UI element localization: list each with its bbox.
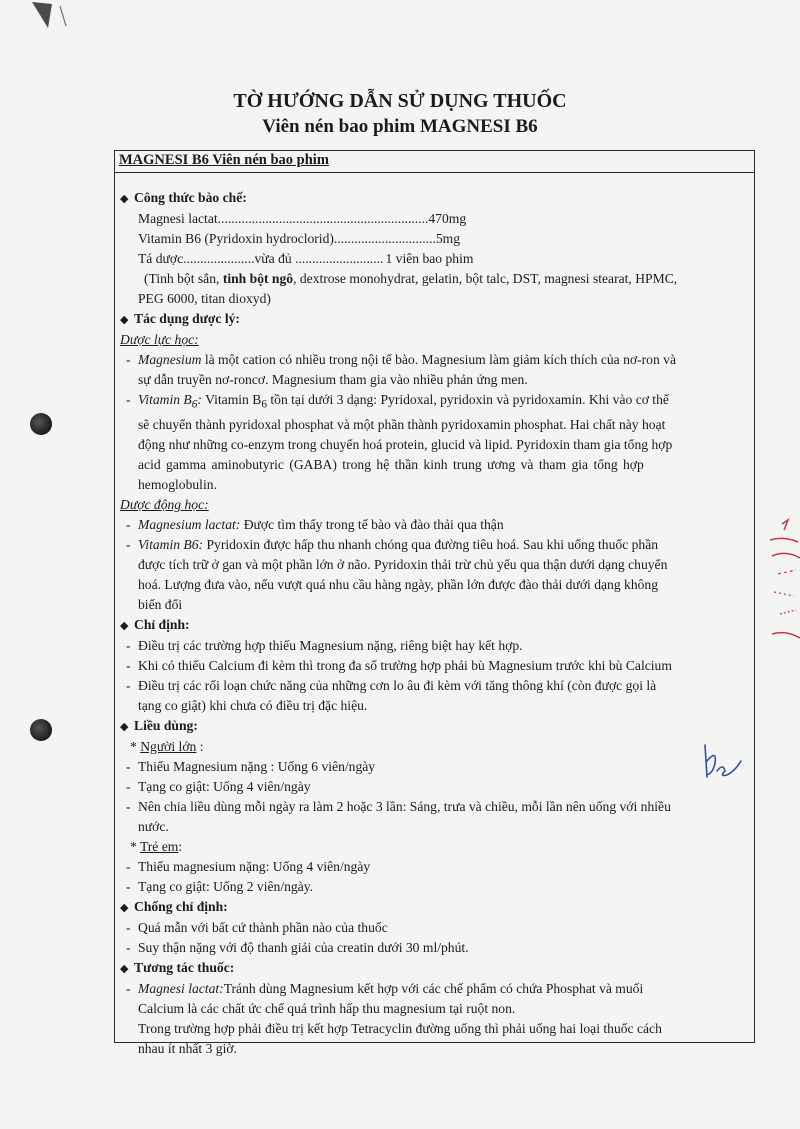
list-item: - Điều trị các trường hợp thiếu Magnesium nặng, riêng biệt hay kết hợp. (120, 636, 750, 656)
list-item: - Thiếu magnesium nặng: Uống 4 viên/ngày (120, 857, 750, 877)
list-item: - Quá mẫn với bất cứ thành phần nào của thuốc (120, 918, 750, 938)
pharmacodynamics-label: Dược lực học: (120, 332, 199, 347)
list-item: - Suy thận nặng với độ thanh giải của creatin dưới 30 ml/phút. (120, 938, 750, 958)
list-item: - Tạng co giật: Uống 2 viên/ngày. (120, 877, 750, 897)
formula-row: Magnesi lactat .............................................................. 470mg (138, 211, 467, 226)
excipients-text-cont: PEG 6000, titan dioxyd) (138, 291, 271, 306)
handwritten-initials-signature (697, 741, 743, 783)
list-item-cont: acid gamma aminobutyric (GABA) trong hệ thần kinh trung ương và tham gia tổng hợp (138, 456, 644, 472)
bullet-diamond-icon: ◆ (120, 962, 129, 975)
formula-row: Vitamin B6 (Pyridoxin hydroclorid) .............................. 5mg (138, 231, 461, 246)
list-item: - Magnesium lactat: Được tìm thấy trong tế bào và đào thải qua thận (120, 515, 750, 535)
list-item-cont: biến đổi (138, 596, 183, 612)
box-title: MAGNESI B6 Viên nén bao phim (119, 152, 329, 168)
document-title: TỜ HƯỚNG DẪN SỬ DỤNG THUỐC (233, 90, 567, 112)
section-pharmacology-heading: ◆ Tác dụng dược lý: (120, 309, 750, 330)
child-label: * Trẻ em: (130, 838, 183, 854)
bullet-diamond-icon: ◆ (120, 901, 129, 914)
bullet-diamond-icon: ◆ (120, 193, 129, 205)
list-item-cont: sẽ chuyển thành pyridoxal phosphat và một phần thành pyridoxamin phosphat. Hai chất này hoạt (138, 416, 666, 432)
list-item: - Nên chia liều dùng mỗi ngày ra làm 2 hoặc 3 lần: Sáng, trưa và chiều, mỗi lần nên uống với nhiều (120, 797, 750, 817)
list-item-cont: nước. (138, 818, 169, 834)
excipients-text: (Tinh bột sắn, tinh bột ngô, dextrose monohydrat, gelatin, bột talc, DST, magnesi stearat, HPMC, (144, 271, 678, 286)
bullet-diamond-icon: ◆ (120, 720, 129, 733)
document-header (0, 88, 800, 139)
list-item-cont: hoá. Lượng đưa vào, nếu vượt quá nhu cầu hàng ngày, phần lớn được đào thải dưới dạng không (138, 576, 659, 592)
section-interactions-heading: ◆ Tương tác thuốc: (120, 958, 750, 979)
section-formula-heading: ◆ Công thức bào chế: (120, 188, 750, 209)
list-item: - Vitamin $B_6$: Vitamin $B_6$ tồn tại dưới 3 dạng: Pyridoxal, pyridoxin và pyridoxamin. Khi vào cơ thể (120, 390, 750, 415)
list-item-cont: sự dẫn truyền nơ-roncơ. Magnesium tham gia vào nhiều phản ứng men. (138, 372, 528, 387)
punch-hole-top (30, 413, 52, 435)
list-item-cont: Calcium là các chất ức chế quá trình hấp thu magnesium tại ruột non. (138, 1000, 516, 1016)
scan-corner-mark (30, 0, 80, 40)
list-item-cont: tạng co giật) khi chưa có điều trị đặc hiệu. (138, 697, 368, 713)
list-item-cont: Trong trường hợp phải điều trị kết hợp Tetracyclin đường uống thì phải uống hai loại thuốc cách (138, 1020, 662, 1036)
list-item-cont: hemoglobulin. (138, 476, 217, 492)
document-subtitle: Viên nén bao phim MAGNESI B6 (262, 116, 538, 137)
punch-hole-bottom (30, 719, 52, 741)
red-stamp-edge (766, 510, 800, 660)
bullet-diamond-icon: ◆ (120, 314, 129, 326)
adult-label: * Người lớn : (130, 738, 204, 754)
list-item: - Magnesi lactat:Tránh dùng Magnesium kết hợp với các chế phẩm có chứa Phosphat và muối (120, 979, 750, 999)
bullet-diamond-icon: ◆ (120, 619, 129, 632)
list-item-cont: được tích trữ ở gan và một phần lớn ở não. Pyridoxin thải trừ chủ yếu qua thận dưới dạng chuyển (138, 556, 668, 572)
list-item-cont: động như những co-enzym trong chuyển hoá protein, glucid và lipid. Pyridoxin tham gia tổng hợp (138, 436, 673, 452)
list-item: - Thiếu Magnesium nặng : Uống 6 viên/ngày (120, 757, 750, 777)
section-contraindications-heading: ◆ Chống chỉ định: (120, 897, 750, 918)
leaflet-content (120, 188, 750, 1059)
list-item-cont: nhau ít nhất 3 giờ. (138, 1040, 237, 1056)
leaflet-box (114, 150, 755, 1056)
list-item: - Vitamin B6: Pyridoxin được hấp thu nhanh chóng qua đường tiêu hoá. Sau khi uống thuốc phần (120, 535, 750, 555)
pharmacokinetics-label: Dược động học: (120, 496, 209, 512)
formula-row: Tá dược .....................vừa đủ .......................... 1 viên bao phim (138, 251, 474, 266)
list-item: - Magnesium là một cation có nhiều trong nội tế bào. Magnesium làm giảm kích thích của nơ-ron và (120, 350, 750, 370)
list-item: - Khi có thiếu Calcium đi kèm thì trong đa số trường hợp phải bù Magnesium trước khi bù Calcium (120, 656, 750, 676)
box-title-divider (115, 172, 754, 173)
section-dosage-heading: ◆ Liều dùng: (120, 716, 750, 737)
section-indications-heading: ◆ Chỉ định: (120, 615, 750, 636)
list-item: - Tạng co giật: Uống 4 viên/ngày (120, 777, 750, 797)
list-item: - Điều trị các rối loạn chức năng của những cơn lo âu đi kèm với tăng thông khí (còn được gọi là (120, 676, 750, 696)
